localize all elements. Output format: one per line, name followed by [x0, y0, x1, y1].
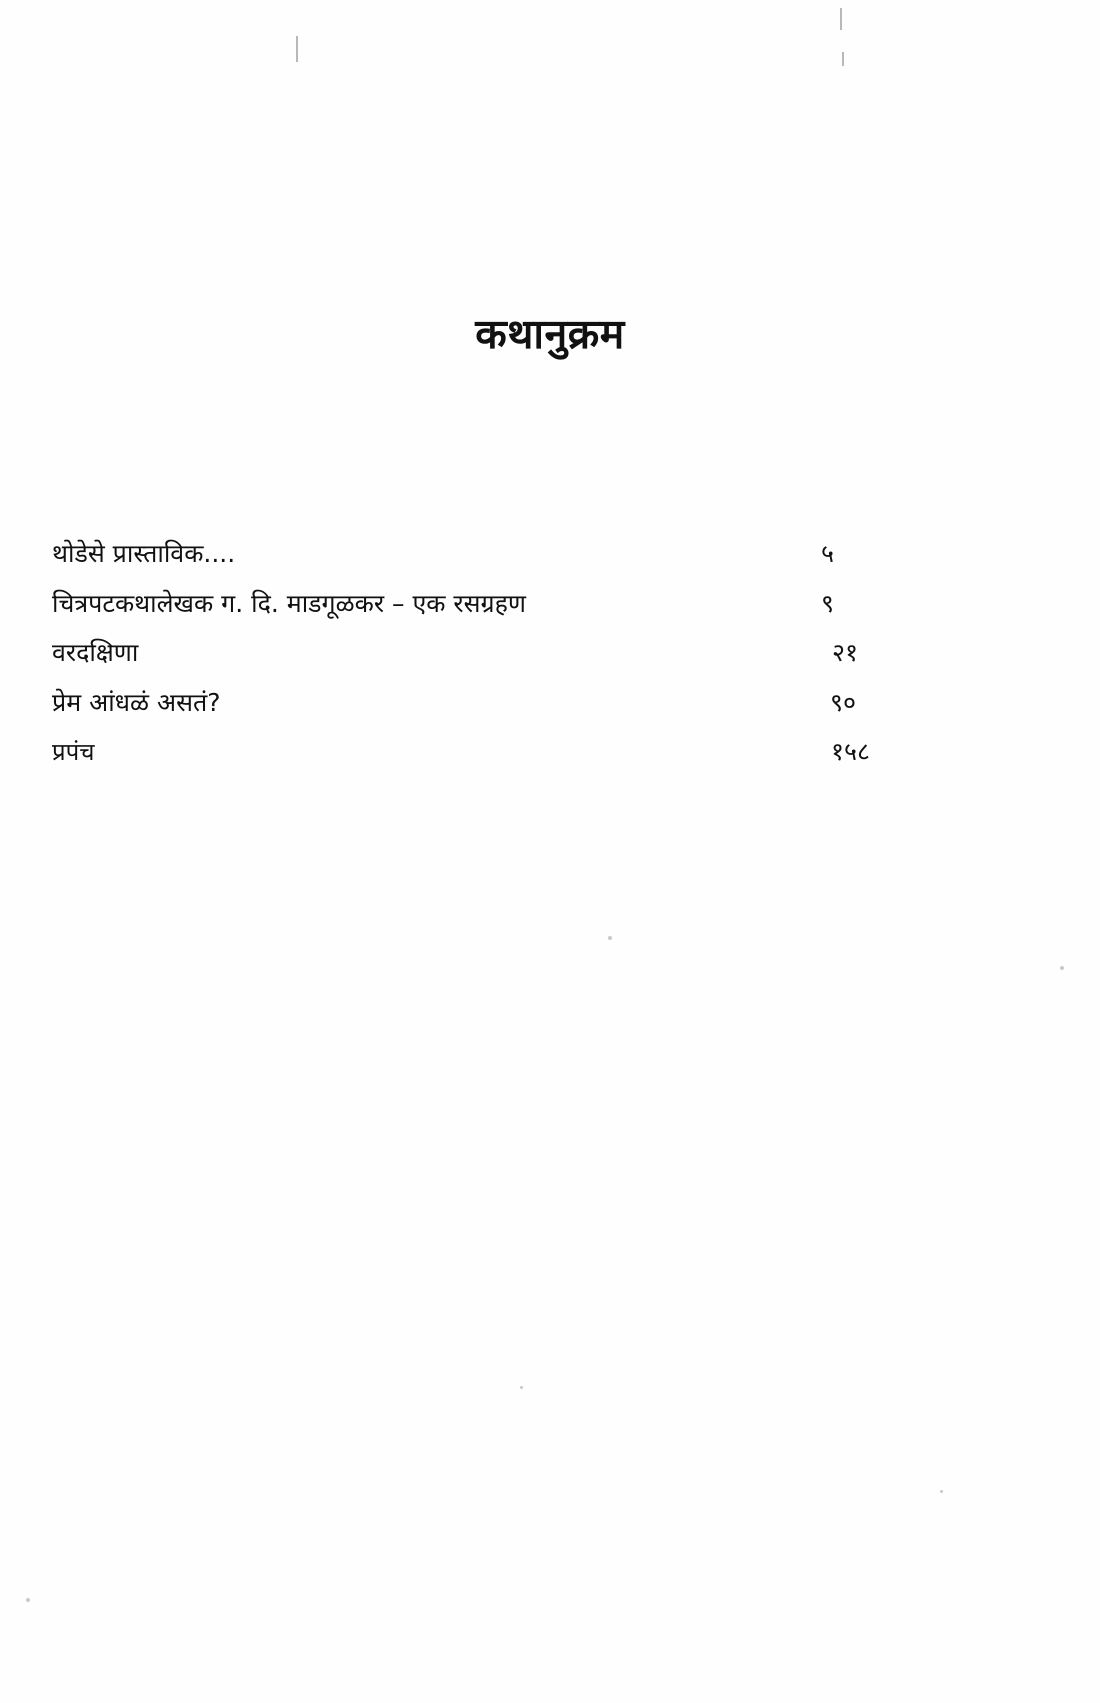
scan-artifact-speck-2: [1060, 966, 1064, 970]
toc-entry-label: थोडेसे प्रास्ताविक....: [52, 539, 236, 568]
toc-entry-page-number: २१: [831, 638, 858, 667]
toc-row[interactable]: [52, 734, 870, 770]
toc-entry-page-number: ९०: [829, 687, 856, 717]
toc-entry-label: वरदक्षिणा: [52, 638, 139, 667]
toc-entry-label: प्रपंच: [52, 738, 95, 766]
scan-artifact-speck-5: [26, 1598, 30, 1602]
toc-row[interactable]: [52, 635, 870, 671]
toc-entry-label: चित्रपटकथालेखक ग. दि. माडगूळकर – एक रसग्रहण: [52, 588, 527, 618]
page-title: कथानुक्रम: [475, 310, 625, 359]
scan-artifact-speck-1: [608, 936, 612, 940]
toc-entry-page-number: ५: [820, 539, 834, 568]
toc-entry-page-number: १५८: [830, 737, 870, 766]
toc-row[interactable]: [52, 536, 870, 572]
toc-entry-label: प्रेम आंधळं असतं?: [52, 687, 221, 717]
scan-artifact-speck-3: [520, 1386, 523, 1389]
scan-artifact-tick-left: [296, 36, 298, 62]
scan-artifact-speck-4: [940, 1490, 943, 1493]
table-of-contents: [52, 536, 870, 784]
scan-artifact-tick-right-2: [842, 52, 844, 66]
toc-entry-page-number: ९: [820, 588, 834, 618]
toc-row[interactable]: [52, 586, 870, 622]
toc-row[interactable]: [52, 685, 870, 721]
scan-artifact-tick-right: [840, 8, 842, 30]
